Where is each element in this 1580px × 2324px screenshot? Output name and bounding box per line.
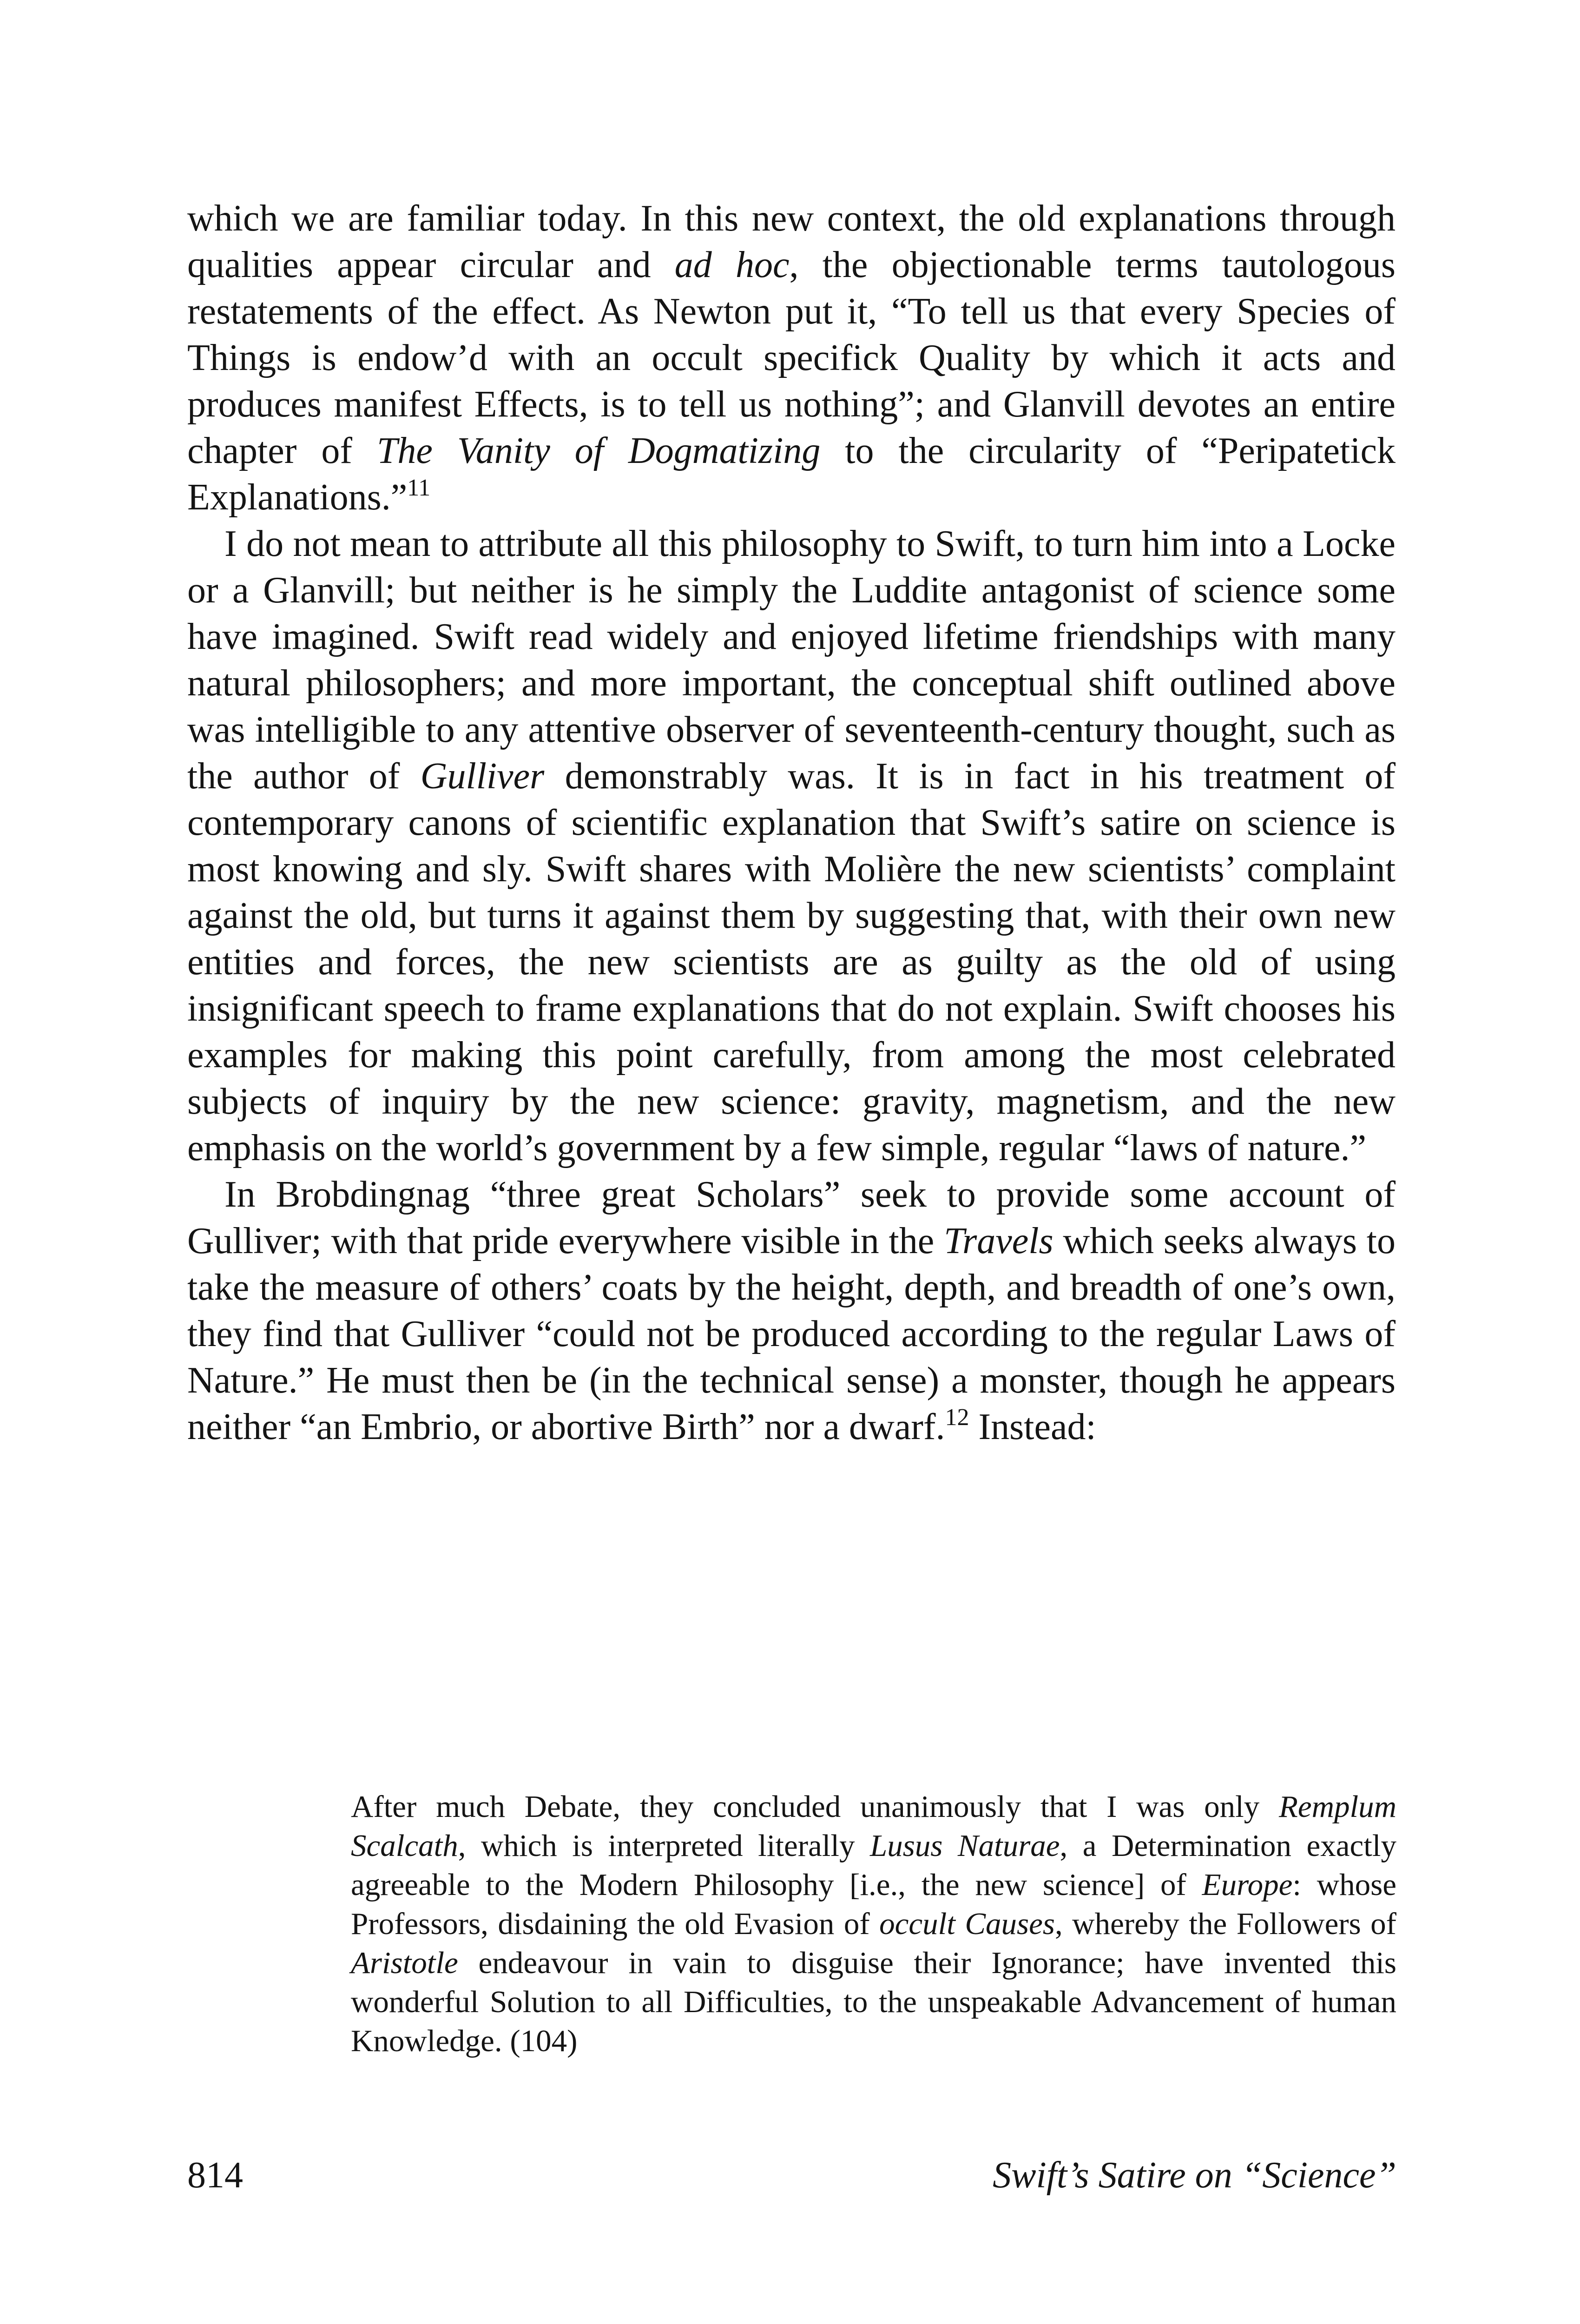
paragraph-2 xyxy=(187,521,1396,1171)
text-run: endeavour in vain to disguise their Ignorance; have invented this wonderful Solution to all Difficulties, to the unspeakable Advancement of human Knowledge. (104) xyxy=(351,1946,1396,2058)
text-run: , a Determination exactly agreeable to the Modern Philosophy [i.e., the new science] of xyxy=(351,1829,1396,1902)
italic-run: Travels xyxy=(944,1221,1053,1261)
italic-run: Lusus Naturae xyxy=(870,1829,1060,1863)
italic-run: Aristotle xyxy=(351,1946,458,1980)
footnote-ref-12: 12 xyxy=(945,1404,969,1431)
text-run: , whereby the Followers of xyxy=(1054,1907,1396,1941)
text-run: I do not mean to attribute all this philosophy to Swift, to turn him into a Locke or a Glanvill; but neither is he simply the Luddite antagonist of science some have imagined. Swift read widely and enjoyed lifetime friendships with many natural philosophers; and more important, the conceptual shift outlined above was intelligible to any attentive observer of seventeenth-century thought, such as the author of xyxy=(187,523,1396,797)
text-run: to the circularity of “Peripatetick Explanations.” xyxy=(187,430,1396,518)
text-run: which seeks always to take the measure of others’ coats by the height, depth, and breadth of one’s own, they find that Gulliver “could not be produced according to the regular Laws of Nature.” He must then be (in the technical sense) a monster, though he appears neither “an Embrio, or abortive Birth” nor a dwarf. xyxy=(187,1221,1396,1447)
quote-paragraph xyxy=(351,1787,1396,2060)
text-run: , the objectionable terms tautologous restatements of the effect. As Newton put it, “To tell us that every Species of Things is endow’d with an occult specifick Quality by which it acts and produces manifest Effects, is to tell us nothing”; and Glanvill devotes an entire chapter of xyxy=(187,244,1396,471)
italic-run: occult Causes xyxy=(879,1907,1055,1941)
block-quote xyxy=(351,1787,1396,2060)
running-head: Swift’s Satire on “Science” xyxy=(993,2155,1396,2196)
italic-run: The Vanity of Dogmatizing xyxy=(376,430,821,471)
text-run: demonstrably was. It is in fact in his treatment of contemporary canons of scientific explanation that Swift’s satire on science is most knowing and sly. Swift shares with Molière the new scientists’ complaint against the old, but turns it against them by suggesting that, with their own new entities and forces, the new scientists are as guilty as the old of using insignificant speech to frame explanations that do not explain. Swift chooses his examples for making this point carefully, from among the most celebrated subjects of inquiry by the new science: gravity, magnetism, and the new emphasis on the world’s government by a few simple, regular “laws of nature.” xyxy=(187,756,1396,1169)
text-run: : whose Professors, disdaining the old Evasion of xyxy=(351,1868,1396,1941)
italic-run: Europe xyxy=(1202,1868,1293,1902)
paragraph-1 xyxy=(187,195,1396,521)
italic-run: ad hoc xyxy=(674,244,790,285)
text-run: Instead: xyxy=(969,1406,1096,1447)
italic-run: Remplum Scalcath xyxy=(351,1789,1396,1863)
text-run: which we are familiar today. In this new context, the old explanations through qualities appear circular and xyxy=(187,198,1396,285)
body-text xyxy=(187,195,1396,1450)
footnote-ref-11: 11 xyxy=(407,475,431,501)
italic-run: Gulliver xyxy=(420,756,545,797)
text-run: After much Debate, they concluded unanimously that I was only xyxy=(351,1789,1279,1824)
text-run: , which is interpreted literally xyxy=(458,1829,870,1863)
page-number: 814 xyxy=(187,2155,243,2196)
paragraph-3 xyxy=(187,1171,1396,1450)
text-run: In Brobdingnag “three great Scholars” seek to provide some account of Gulliver; with that pride everywhere visible in the xyxy=(187,1174,1396,1261)
